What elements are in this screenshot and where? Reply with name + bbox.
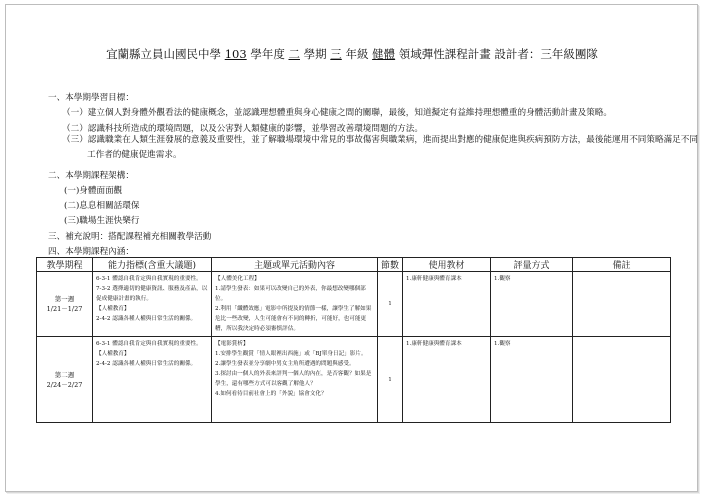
title-semester-suffix: 學期 (303, 47, 327, 61)
assessment-cell: 1.觀察 (491, 337, 573, 423)
goal-3: （三）認識職業在人類生涯發展的意義及重要性，並了解職場環境中常見的事故傷害與職業病，進而提出對應的健康促進與疾病預防方法，最後能運用不同策略滿足不同工作者的健康促進需求。 (62, 135, 698, 160)
header-sessions: 節數 (378, 258, 403, 272)
indicator-item: 【人權教育】 (96, 306, 130, 312)
activity-item: 1.安排學生觀賞「情人眼裡出西施」或「BJ單身日記」影片。 (215, 351, 367, 357)
page-title (0, 46, 704, 62)
period-dates: 1/21－1/27 (46, 305, 83, 313)
materials-cell: 1.康軒健康與體育課本 (403, 272, 491, 337)
activity-item: 4.如何看待目前社會上的「外貌」協會文化？ (215, 391, 327, 397)
title-year: 103 (224, 47, 247, 61)
activity-item: 2.讓學生發表並分享劇中男女主角所遭遇的問題與感受。 (215, 361, 355, 367)
title-semester: 二 (288, 47, 300, 61)
period-dates: 2/24－2/27 (46, 380, 83, 389)
header-materials: 使用教材 (403, 258, 491, 272)
header-notes: 備註 (573, 258, 671, 272)
activities-cell (212, 272, 378, 337)
title-year-suffix: 學年度 (250, 47, 285, 61)
indicator-item: 2-4-2 認識各種人權與日常生活的關係。 (96, 361, 197, 367)
indicator-item: 6-3-1 體認自我肯定與自我實現的重要性。 (96, 341, 202, 347)
activity-item: 【電影賞析】 (215, 341, 249, 347)
indicator-item: 2-4-2 認識各種人權與日常生活的關係。 (96, 316, 197, 322)
table-row (37, 337, 671, 423)
materials-cell: 1.康軒健康與體育課本 (403, 337, 491, 423)
indicators-cell (93, 272, 212, 337)
goals-heading: 一、本學期學習目標： (48, 93, 134, 103)
activity-item: 3.探討由一個人的外表來評判一個人的內在，是否客觀？如果是學生，還有哪些方式可以客觀了解他人？ (215, 371, 372, 387)
period-cell (37, 337, 93, 423)
framework-item-2: (二)息息相關話環保 (64, 201, 140, 211)
sessions-cell: 1 (378, 272, 403, 337)
title-school: 宜蘭縣立員山國民中學 (106, 47, 222, 61)
activities-cell (212, 337, 378, 423)
notes-cell (573, 337, 671, 423)
indicator-item: 6-3-1 體認自我肯定與自我實現的重要性。 (96, 276, 202, 282)
indicator-item: 【人權教育】 (96, 351, 130, 357)
header-activities: 主題或單元活動內容 (212, 258, 378, 272)
table-header-row (37, 258, 671, 272)
period-name: 第二週 (54, 370, 75, 379)
goal-1: （一）建立個人對身體外觀看法的健康概念，並認識理想體重與身心健康之間的關聯，最後，知道擬定有益維持理想體重的身體活動計畫及策略。 (62, 108, 613, 118)
sessions-cell: 1 (378, 337, 403, 423)
period-name: 第一週 (54, 295, 75, 303)
indicators-cell (93, 337, 212, 423)
table-row (37, 272, 671, 337)
framework-heading: 二、本學期課程架構： (48, 171, 134, 181)
supplement-note: 三、補充說明：搭配課程補充相關教學活動 (48, 232, 212, 242)
title-grade-suffix: 年級 (345, 47, 369, 61)
notes-cell (573, 272, 671, 337)
goal-2: （二）認識科技所造成的環境問題，以及公害對人類健康的影響，並學習改善環境問題的方法。 (62, 124, 423, 134)
header-period: 教學期程 (37, 258, 93, 272)
content-heading: 四、本學期課程內涵： (48, 247, 134, 257)
assessment-cell: 1.觀察 (491, 272, 573, 337)
framework-item-1: (一)身體面面觀 (64, 186, 123, 196)
framework-item-3: (三)職場生涯快樂行 (64, 216, 140, 226)
title-subject: 健體 (372, 47, 396, 61)
activity-item: 【人體美化工程】 (215, 276, 260, 282)
header-assessment: 評量方式 (491, 258, 573, 272)
indicator-item: 7-3-2 選擇適切的健康資訊、服務及產品，以促成健康計畫的執行。 (96, 286, 208, 302)
activity-item: 2.利用「纖體效應」電影中所提及的情節一樣，讓學生了解如果危比一些改變，人生可能會有不同的轉折，可能好，也可能更糟，所以我決定時必須審慎評估。 (215, 306, 372, 332)
header-indicators: 能力指標(含重大議題) (93, 258, 212, 272)
course-plan-table (36, 257, 671, 423)
period-cell (37, 272, 93, 337)
activity-item: 1.請學生發表：如果可以改變自己的外表，你最想改變哪個部位。 (215, 286, 366, 302)
title-grade: 三 (330, 47, 342, 61)
title-rest: 領域彈性課程計畫 設計者：三年級團隊 (398, 47, 598, 61)
